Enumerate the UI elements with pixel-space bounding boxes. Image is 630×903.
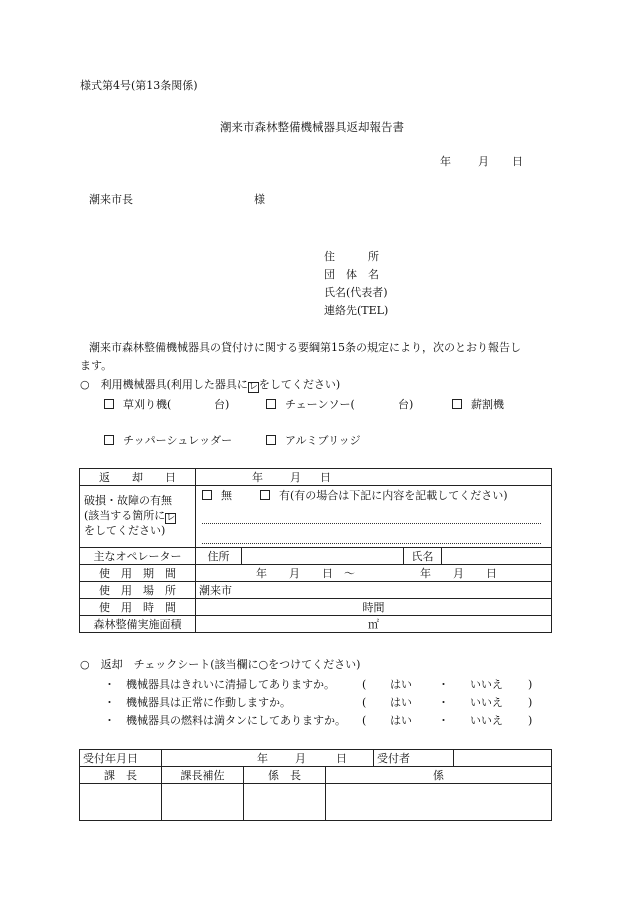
- checkbox-icon[interactable]: [452, 399, 462, 409]
- operator-label: 主なオペレーター: [80, 548, 196, 565]
- receiver-cell[interactable]: [454, 750, 552, 767]
- body-text-line1: 潮来市森林整備機械器具の貸付けに関する要綱第15条の規定により，次のとおり報告し: [89, 341, 521, 354]
- operator-name-label: 氏名: [404, 548, 442, 565]
- damage-label-line1: 破損・故障の有無: [84, 494, 172, 508]
- deputy-chief-stamp-cell[interactable]: [162, 784, 244, 821]
- checksheet-q3: ・ 機械器具の燃料は満タンにしてありますか。: [104, 714, 346, 727]
- date-year-label: 年: [440, 155, 451, 168]
- checkbox-icon[interactable]: [202, 490, 212, 500]
- return-month: 月: [290, 471, 301, 484]
- answer-no[interactable]: いいえ: [470, 696, 503, 709]
- damage-none-label: 無: [221, 489, 232, 502]
- close-paren: ): [528, 696, 533, 709]
- operator-address-cell[interactable]: [242, 548, 404, 565]
- damage-exists-option[interactable]: [260, 489, 508, 502]
- receiver-label: 受付者: [374, 750, 454, 767]
- answer-separator: ・: [438, 678, 449, 691]
- mower-unit: 台): [214, 398, 230, 411]
- open-paren: (: [362, 696, 367, 709]
- period-cell[interactable]: [196, 565, 552, 582]
- applicant-contact-label: 連絡先(TEL): [324, 304, 389, 317]
- subsection-chief-stamp-cell[interactable]: [244, 784, 326, 821]
- close-paren: ): [528, 714, 533, 727]
- equipment-chipper[interactable]: [104, 434, 232, 447]
- body-text-line2: ます。: [80, 359, 113, 372]
- staff-label: 係: [326, 767, 552, 784]
- answer-separator: ・: [438, 714, 449, 727]
- period-from: 年 月 日 ～: [256, 567, 355, 580]
- return-year: 年: [252, 471, 263, 484]
- checkbox-icon[interactable]: [104, 435, 114, 445]
- checksheet-heading: ○ 返却 チェックシート(該当欄に○をつけてください): [80, 658, 361, 671]
- answer-separator: ・: [438, 696, 449, 709]
- open-paren: (: [362, 678, 367, 691]
- chainsaw-label: チェーンソー(: [285, 398, 355, 411]
- equipment-heading-text: ○ 利用機械器具(利用した器具に: [80, 378, 248, 391]
- damage-exists-label: 有(有の場合は下記に内容を記載してください): [279, 489, 508, 502]
- period-to: 年 月 日: [420, 567, 497, 580]
- equipment-chainsaw[interactable]: [266, 398, 355, 411]
- return-day: 日: [320, 471, 331, 484]
- check-mark-icon: レ: [248, 382, 258, 392]
- section-chief-label: 課 長: [80, 767, 162, 784]
- mower-label: 草刈り機(: [123, 398, 172, 411]
- equipment-heading: [80, 378, 340, 393]
- applicant-address-label: 住 所: [324, 250, 379, 263]
- splitter-label: 薪割機: [471, 398, 504, 411]
- applicant-name-label: 氏名(代表者): [324, 286, 388, 299]
- area-unit[interactable]: ㎡: [196, 616, 552, 633]
- page-title: 潮来市森林整備機械器具返却報告書: [220, 120, 404, 134]
- equipment-splitter[interactable]: [452, 398, 504, 411]
- applicant-group-label: 団 体 名: [324, 268, 379, 281]
- date-month-label: 月: [478, 155, 489, 168]
- deputy-chief-label: 課長補佐: [162, 767, 244, 784]
- received-day: 日: [336, 752, 347, 765]
- chainsaw-unit: 台): [398, 398, 414, 411]
- bridge-label: アルミブリッジ: [285, 434, 361, 447]
- checkbox-icon[interactable]: [260, 490, 270, 500]
- honorific: 様: [254, 193, 265, 206]
- damage-none-option[interactable]: [202, 489, 232, 502]
- damage-label: [80, 486, 196, 548]
- equipment-heading-suffix: をしてください): [258, 378, 341, 391]
- received-date-label: 受付年月日: [80, 750, 162, 767]
- operator-name-cell[interactable]: [442, 548, 552, 565]
- check-mark-icon: レ: [166, 513, 176, 523]
- equipment-bridge[interactable]: [266, 434, 361, 447]
- chipper-label: チッパーシュレッダー: [123, 434, 233, 447]
- period-label: 使 用 期 間: [80, 565, 196, 582]
- checksheet-q2: ・ 機械器具は正常に作動しますか。: [104, 696, 291, 709]
- operator-address-label: 住所: [196, 548, 242, 565]
- form-number: 様式第4号(第13条関係): [80, 79, 198, 92]
- addressee: 潮来市長: [89, 193, 133, 206]
- area-label: 森林整備実施面積: [80, 616, 196, 633]
- received-date-cell[interactable]: [162, 750, 374, 767]
- open-paren: (: [362, 714, 367, 727]
- dotted-line: [202, 543, 541, 544]
- checksheet-q1: ・ 機械器具はきれいに清掃してありますか。: [104, 678, 335, 691]
- subsection-chief-label: 係 長: [244, 767, 326, 784]
- return-date-cell[interactable]: [196, 469, 552, 486]
- received-month: 月: [295, 752, 306, 765]
- time-label: 使 用 時 間: [80, 599, 196, 616]
- received-year: 年: [257, 752, 268, 765]
- staff-stamp-cell[interactable]: [326, 784, 552, 821]
- place-label: 使 用 場 所: [80, 582, 196, 599]
- checkbox-icon[interactable]: [266, 435, 276, 445]
- close-paren: ): [528, 678, 533, 691]
- answer-no[interactable]: いいえ: [470, 714, 503, 727]
- return-date-label: 返 却 日: [80, 469, 196, 486]
- place-value[interactable]: 潮来市: [196, 582, 552, 599]
- reception-table: [79, 749, 552, 821]
- answer-yes[interactable]: はい: [390, 696, 412, 709]
- equipment-mower[interactable]: [104, 398, 171, 411]
- date-day-label: 日: [512, 155, 523, 168]
- checkbox-icon[interactable]: [104, 399, 114, 409]
- dotted-line: [202, 523, 541, 524]
- answer-yes[interactable]: はい: [390, 714, 412, 727]
- time-unit[interactable]: 時間: [196, 599, 552, 616]
- damage-label-line2: [84, 509, 192, 524]
- return-details-table: [79, 468, 552, 633]
- checkbox-icon[interactable]: [266, 399, 276, 409]
- section-chief-stamp-cell[interactable]: [80, 784, 162, 821]
- damage-label-line2-text: (該当する箇所に: [84, 509, 166, 522]
- answer-yes[interactable]: はい: [390, 678, 412, 691]
- damage-label-line3: をしてください): [84, 524, 166, 537]
- damage-cell[interactable]: [196, 486, 552, 548]
- answer-no[interactable]: いいえ: [470, 678, 503, 691]
